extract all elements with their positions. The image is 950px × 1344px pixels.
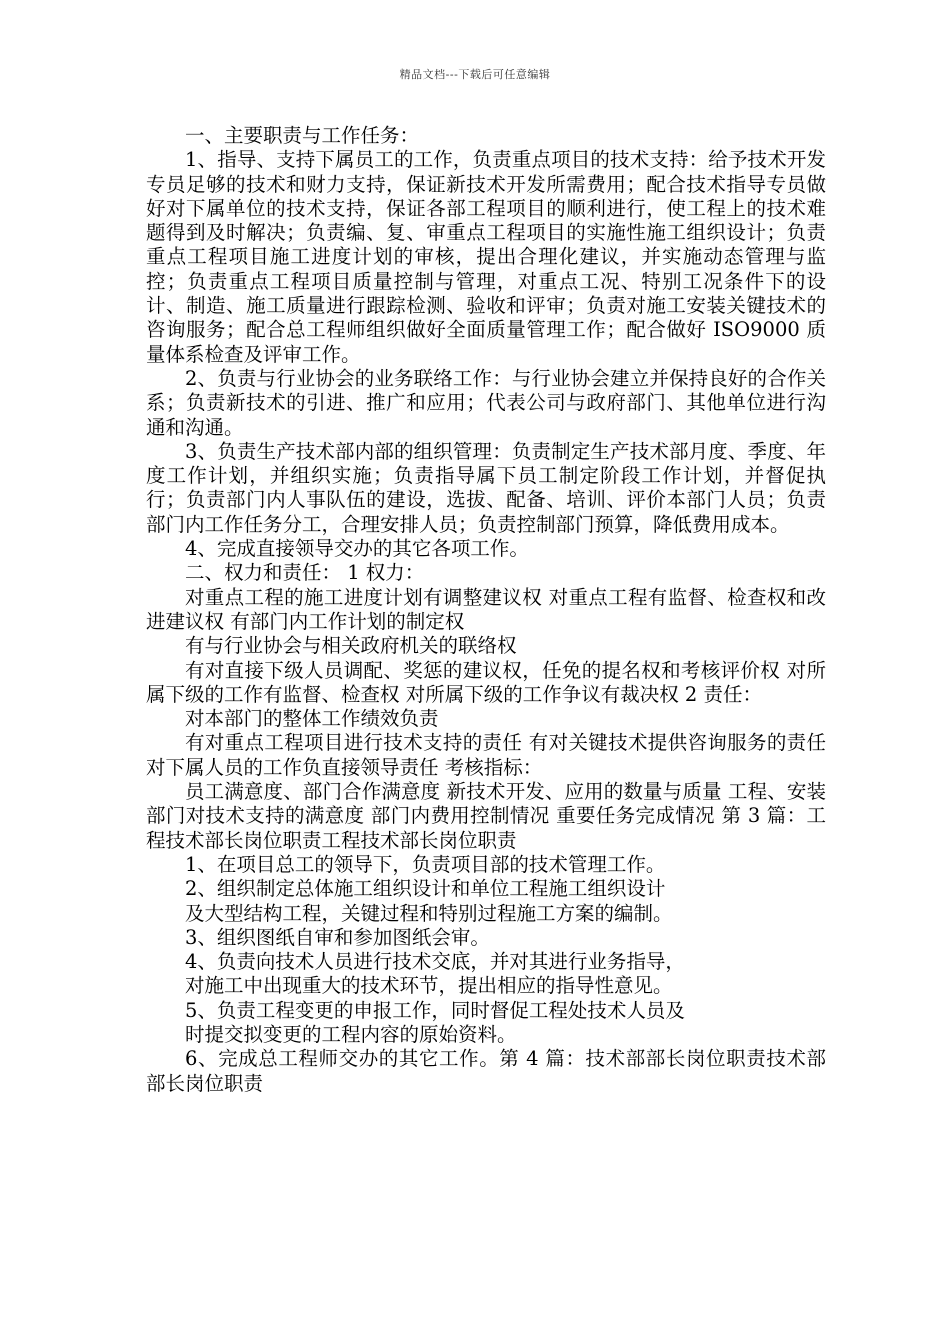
paragraph-kpi: 员工满意度、部门合作满意度 新技术开发、应用的数量与质量 工程、安装部门对技术支持的满意度 部门内费用控制情况 重要任务完成情况 第 3 篇：工程技术部长岗位职责工程技术部长岗位职责 [146, 780, 826, 852]
paragraph-rights-2: 有与行业协会与相关政府机关的联络权 [185, 634, 517, 658]
section-heading-2: 二、权力和责任： 1 权力： [185, 561, 425, 585]
paragraph-item-5: 5、负责工程变更的申报工作，同时督促工程处技术人员及 [185, 998, 685, 1022]
paragraph-item-2-cont: 及大型结构工程，关键过程和特别过程施工方案的编制。 [185, 901, 673, 925]
paragraph-rights-1: 对重点工程的施工进度计划有调整建议权 对重点工程有监督、检查权和改进建议权 有部门内工作计划的制定权 [146, 585, 826, 633]
paragraph-item-4-cont: 对施工中出现重大的技术环节，提出相应的指导性意见。 [185, 974, 673, 998]
paragraph-item-3: 3、组织图纸自审和参加图纸会审。 [185, 925, 490, 949]
paragraph-item-6: 6、完成总工程师交办的其它工作。第 4 篇：技术部部长岗位职责技术部部长岗位职责 [146, 1047, 826, 1095]
paragraph-3: 3、负责生产技术部内部的组织管理：负责制定生产技术部月度、季度、年度工作计划，并组织实施；负责指导属下员工制定阶段工作计划，并督促执行；负责部门内人事队伍的建设，选拔、配备、培训、评价本部门人员；负责部门内工作任务分工，合理安排人员；负责控制部门预算，降低费用成本。 [146, 439, 826, 536]
paragraph-4: 4、完成直接领导交办的其它各项工作。 [185, 537, 529, 561]
paragraph-item-5-cont: 时提交拟变更的工程内容的原始资料。 [185, 1022, 517, 1046]
paragraph-item-1: 1、在项目总工的领导下，负责项目部的技术管理工作。 [185, 852, 666, 876]
section-heading-1: 一、主要职责与工作任务： [185, 124, 420, 147]
paragraph-2: 2、负责与行业协会的业务联络工作：与行业协会建立并保持良好的合作关系；负责新技术的引进、推广和应用；代表公司与政府部门、其他单位进行沟通和沟通。 [146, 366, 826, 439]
paragraph-duty-2: 有对重点工程项目进行技术支持的责任 有对关键技术提供咨询服务的责任 对下属人员的工作负直接领导责任 考核指标： [146, 731, 826, 779]
paragraph-item-4: 4、负责向技术人员进行技术交底，并对其进行业务指导， [185, 950, 685, 974]
paragraph-item-2: 2、组织制定总体施工组织设计和单位工程施工组织设计 [185, 877, 666, 901]
page-header: 精品文档---下载后可任意编辑 [399, 68, 551, 81]
paragraph-duty-1: 对本部门的整体工作绩效负责 [185, 707, 439, 731]
paragraph-rights-3: 有对直接下级人员调配、奖惩的建议权，任免的提名权和考核评价权 对所属下级的工作有监督、检查权 对所属下级的工作争议有裁决权 2 责任： [146, 658, 826, 706]
document-body [146, 124, 826, 1096]
paragraph-1: 1、指导、支持下属员工的工作，负责重点项目的技术支持：给予技术开发专员足够的技术和财力支持，保证新技术开发所需费用；配合技术指导专员做好对下属单位的技术支持，保证各部工程项目的顺利进行，使工程上的技术难题得到及时解决；负责编、复、审重点工程项目的实施性施工组织设计；负责重点工程项目施工进度计划的审核，提出合理化建议，并实施动态管理与监控；负责重点工程项目质量控制与管理，对重点工况、特别工况条件下的设计、制造、施工质量进行跟踪检测、验收和评审；负责对施工安装关键技术的咨询服务；配合总工程师组织做好全面质量管理工作；配合做好 ISO9000 质量体系检查及评审工作。 [146, 148, 826, 366]
